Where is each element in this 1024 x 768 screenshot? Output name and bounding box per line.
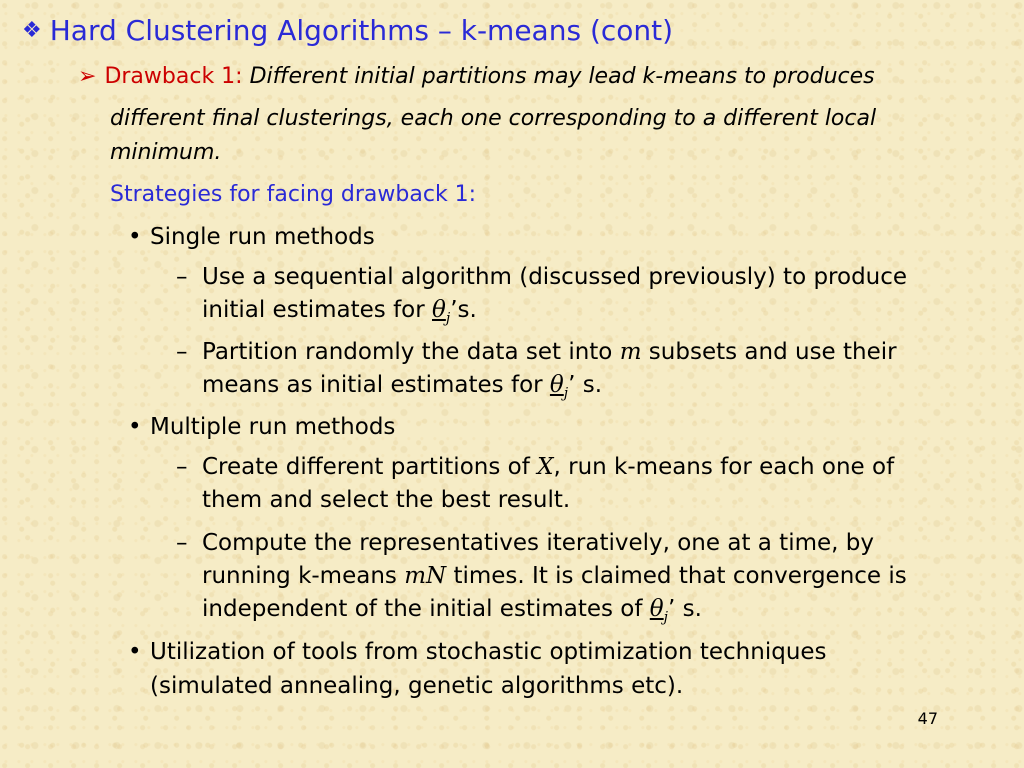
bullet-dot-icon: •	[128, 639, 142, 665]
drawback-text: Different initial partitions may lead k-means to produces	[249, 64, 875, 89]
dash-bullet-icon: –	[176, 339, 188, 365]
bullet-single-run: • Single run methods	[128, 224, 375, 250]
multiple-run-item-1-line-2: them and select the best result.	[202, 487, 571, 513]
theta-symbol: $\theta_j$	[432, 297, 451, 327]
single-run-item-2-line-1: – Partition randomly the data set into m subsets and use their	[176, 339, 897, 365]
bullet-multiple-run: • Multiple run methods	[128, 414, 396, 440]
slide-title-line	[22, 14, 673, 47]
single-run-item-2-line-2: means as initial estimates for $\theta_j$’ s.	[202, 372, 603, 402]
diamond-bullet-icon: ❖	[22, 18, 42, 43]
strategies-heading: Strategies for facing drawback 1:	[110, 182, 477, 207]
dash-bullet-icon: –	[176, 264, 188, 290]
arrow-bullet-icon: ➢	[78, 64, 97, 89]
multiple-run-item-1-line-1: – Create different partitions of X, run k-means for each one of	[176, 454, 895, 480]
single-run-item-1-line-2: initial estimates for $\theta_j’s$.	[202, 297, 477, 327]
bullet-dot-icon: •	[128, 414, 142, 440]
drawback-label: Drawback 1:	[104, 64, 243, 89]
drawback-line-2: different final clusterings, each one corresponding to a different local	[110, 106, 877, 131]
multiple-run-item-2-line-1: – Compute the representatives iteratively, one at a time, by	[176, 530, 874, 556]
page-number: 47	[917, 709, 938, 728]
utilization-line-2: (simulated annealing, genetic algorithms etc).	[150, 673, 684, 699]
multiple-run-item-2-line-3: independent of the initial estimates of $\theta_j$’ s.	[202, 596, 702, 626]
slide-title: Hard Clustering Algorithms – k-means (cont)	[49, 14, 674, 47]
bullet-utilization: • Utilization of tools from stochastic optimization techniques	[128, 639, 827, 665]
theta-symbol: $\theta_j$	[649, 596, 668, 626]
bullet-dot-icon: •	[128, 224, 142, 250]
theta-symbol: $\theta_j$	[549, 372, 569, 402]
drawback-line-3: minimum.	[110, 140, 222, 165]
multiple-run-item-2-line-2: running k-means mN times. It is claimed that convergence is	[202, 563, 907, 589]
single-run-item-1-line-1: – Use a sequential algorithm (discussed previously) to produce	[176, 264, 908, 290]
drawback-line-1	[78, 64, 875, 89]
dash-bullet-icon: –	[176, 530, 188, 556]
dash-bullet-icon: –	[176, 454, 188, 480]
